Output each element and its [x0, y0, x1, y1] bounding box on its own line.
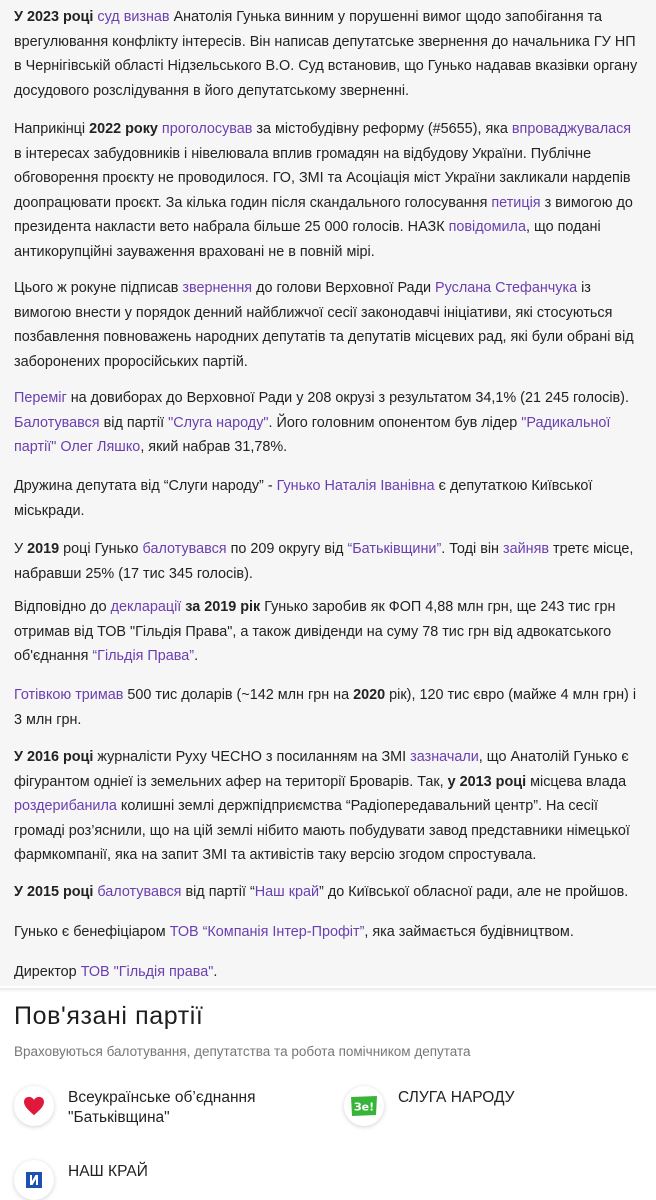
paragraph-director: [14, 960, 642, 985]
paragraph-2023: [14, 5, 642, 103]
text-segment: .: [213, 964, 218, 980]
text-segment: Наприкінці: [14, 121, 90, 137]
party-nash-krai[interactable]: [14, 1160, 148, 1200]
text-segment: журналісти Руху ЧЕСНО з посиланням на ЗМІ: [93, 749, 411, 765]
heart-icon: [14, 1086, 54, 1126]
text-segment: Гунько заробив як ФОП 4,88 млн грн, ще 243 тис грн отримав від ТОВ "Гільдія Права", а також дивіденди на суму 78 тис грн від адвокатського об'єднання: [14, 599, 616, 664]
text-segment: місцева влада: [526, 773, 627, 790]
party-sluha-narodu[interactable]: [344, 1086, 514, 1126]
article-link[interactable]: ТОВ "Гільдія права": [80, 964, 214, 980]
text-segment: У: [14, 541, 28, 557]
text-segment: Анатолія Гунька винним у порушенні вимог щодо запобігання та врегулювання конфлікту інтересів. Він написав депутатське звернення до начальника ГУ НП в Чернігівській області Нідзельського В.О. Суд встановив, що Гунько надавав вказівки органу досудового розслідування в його депутатському зверненні.: [14, 9, 638, 99]
paragraph-cash: [14, 683, 642, 732]
party-name: НАШ КРАЙ: [68, 1163, 148, 1180]
text-segment: від партії “: [181, 884, 255, 900]
article-link[interactable]: роздерибанила: [14, 798, 117, 814]
article-link[interactable]: Наш край: [254, 884, 320, 900]
article-link[interactable]: проголосував: [161, 121, 253, 137]
text-segment: з вимогою до президента накласти вето набрала більше 25 000 голосів. НАЗК: [14, 194, 633, 235]
ze-logo-icon: [344, 1086, 384, 1126]
text-segment: за містобудівну реформу (#5655), яка: [252, 121, 512, 137]
text-segment: році Гунько: [59, 541, 143, 557]
article-link[interactable]: звернення: [182, 280, 253, 296]
article-link[interactable]: Переміг: [14, 390, 67, 406]
article-link[interactable]: Готівкою тримав: [14, 687, 124, 703]
party-batkivshchyna[interactable]: [14, 1086, 255, 1128]
related-parties-subtitle: Враховуються балотування, депутатства та робота помічником депутата: [14, 1044, 471, 1059]
bold-text: У 2016 році: [14, 749, 94, 765]
text-segment: в інтересах забудовників і нівелювала вплив громадян на відбудову України. Публічне обговорення проєкту не проводилося. ГО, ЗМІ та Асоціація міст України закликали нардепів доопрацювати проєкт. За кілька годин після скандального голосування: [14, 145, 631, 211]
related-parties-title: Пов'язані партії: [14, 1002, 204, 1030]
text-segment: від партії: [99, 414, 169, 431]
text-segment: із вимогою внести у порядок денний найближчої сесії законодавчі ініціативи, які стосуються позбавлення повноважень народних депутатів та депутатів місцевих рад, які були обрані від заборонених проросійських партій.: [14, 280, 634, 370]
article-link[interactable]: впроваджувалася: [511, 121, 632, 137]
text-segment: на довиборах до Верховної Ради у 208 окрузі з результатом 34,1% (21 245 голосів).: [66, 390, 629, 406]
paragraph-2022: [14, 117, 642, 264]
article-link[interactable]: "Слуга народу": [168, 414, 269, 431]
bold-text: У 2015 році: [14, 884, 94, 900]
text-segment: Цього ж рокуне підписав: [14, 280, 183, 296]
text-segment: , яка займається будівництвом.: [364, 924, 574, 940]
article-link[interactable]: балотувався: [97, 884, 182, 900]
paragraph-by-election: [14, 386, 642, 460]
paragraph-2019: [14, 537, 642, 586]
text-segment: ” до Київської обласної ради, але не пройшов.: [319, 884, 629, 900]
text-segment: третє місце, набравши 25% (17 тис 345 голосів).: [14, 541, 634, 582]
article-link[interactable]: балотувався: [142, 541, 227, 557]
related-parties-section: [0, 992, 656, 1200]
text-segment: Дружина депутата від “Слуги народу” -: [14, 478, 277, 494]
article-link[interactable]: повідомила: [448, 219, 526, 235]
article-link[interactable]: петиція: [491, 194, 541, 211]
article-link[interactable]: “Гільдія Права”: [92, 648, 195, 664]
article-link[interactable]: декларації: [110, 599, 182, 615]
article-link[interactable]: зазначали: [410, 749, 479, 765]
text-segment: по 209 округу від: [226, 541, 348, 557]
text-segment: Директор: [14, 964, 81, 980]
nash-krai-logo-icon: [14, 1160, 54, 1200]
bold-text: за 2019 рік: [185, 599, 261, 615]
text-segment: , що Анатолій Гунько є фігурантом одніеї із земельних афер на території Броварів. Так,: [14, 749, 629, 790]
article-link[interactable]: Гунько Наталія Іванівна: [276, 478, 435, 494]
text-segment: рік), 120 тис євро (майже 4 млн грн) і 3 млн грн.: [14, 687, 637, 728]
text-segment: .: [194, 648, 199, 664]
ze-logo-text: Зе!: [353, 1100, 375, 1114]
paragraph-declaration: [14, 595, 642, 669]
article-link[interactable]: “Батьківщини”: [347, 541, 442, 557]
party-name: СЛУГА НАРОДУ: [398, 1089, 515, 1106]
article-link[interactable]: Балотувався: [14, 414, 100, 431]
text-segment: до голови Верховної Ради: [252, 280, 435, 296]
paragraph-beneficiary: [14, 920, 642, 945]
text-segment: , який набрав 31,78%.: [140, 439, 288, 455]
article-link[interactable]: суд визнав: [97, 9, 170, 25]
paragraph-2016: [14, 745, 642, 868]
paragraph-wife: [14, 474, 642, 523]
text-segment: колишні землі держпідприємства “Радіопередавальний центр”. На сесії громаді роз’яснили, що на цій землі нібито мають побудувати завод представники німецької фармкомпанії, яка на запит ЗМІ та активістів таку версію згодом спростувала.: [14, 798, 630, 863]
article-link[interactable]: ТОВ “Компанія Інтер-Профіт”: [169, 924, 365, 940]
bold-text: 2022 року: [89, 121, 158, 137]
article-link[interactable]: Руслана Стефанчука: [435, 280, 578, 296]
text-segment: , що подані антикорупційні зауваження враховані не в повній мірі.: [14, 219, 601, 260]
text-segment: 500 тис доларів (~142 млн грн на: [123, 687, 354, 703]
text-segment: є депутаткою Київської міськради.: [14, 478, 593, 519]
paragraph-appeal: [14, 276, 642, 374]
paragraph-2015: [14, 880, 642, 905]
text-segment: Гунько є бенефіціаром: [14, 924, 170, 940]
text-segment: Відповідно до: [14, 599, 111, 615]
bold-text: У 2023 році: [14, 9, 94, 25]
party-name-line1: Всеукраїнське об’єднання: [68, 1089, 256, 1106]
bold-text: у 2013 році: [447, 773, 527, 790]
bold-text: 2019: [27, 541, 60, 557]
article-link[interactable]: "Радикальної партії" Олег Ляшко: [14, 414, 611, 455]
bold-text: 2020: [353, 687, 386, 703]
article-link[interactable]: зайняв: [502, 541, 550, 557]
text-segment: . Його головним опонентом був лідер: [268, 414, 522, 431]
text-segment: . Тоді він: [441, 541, 503, 557]
party-name-line2: "Батьківщина": [68, 1109, 170, 1126]
